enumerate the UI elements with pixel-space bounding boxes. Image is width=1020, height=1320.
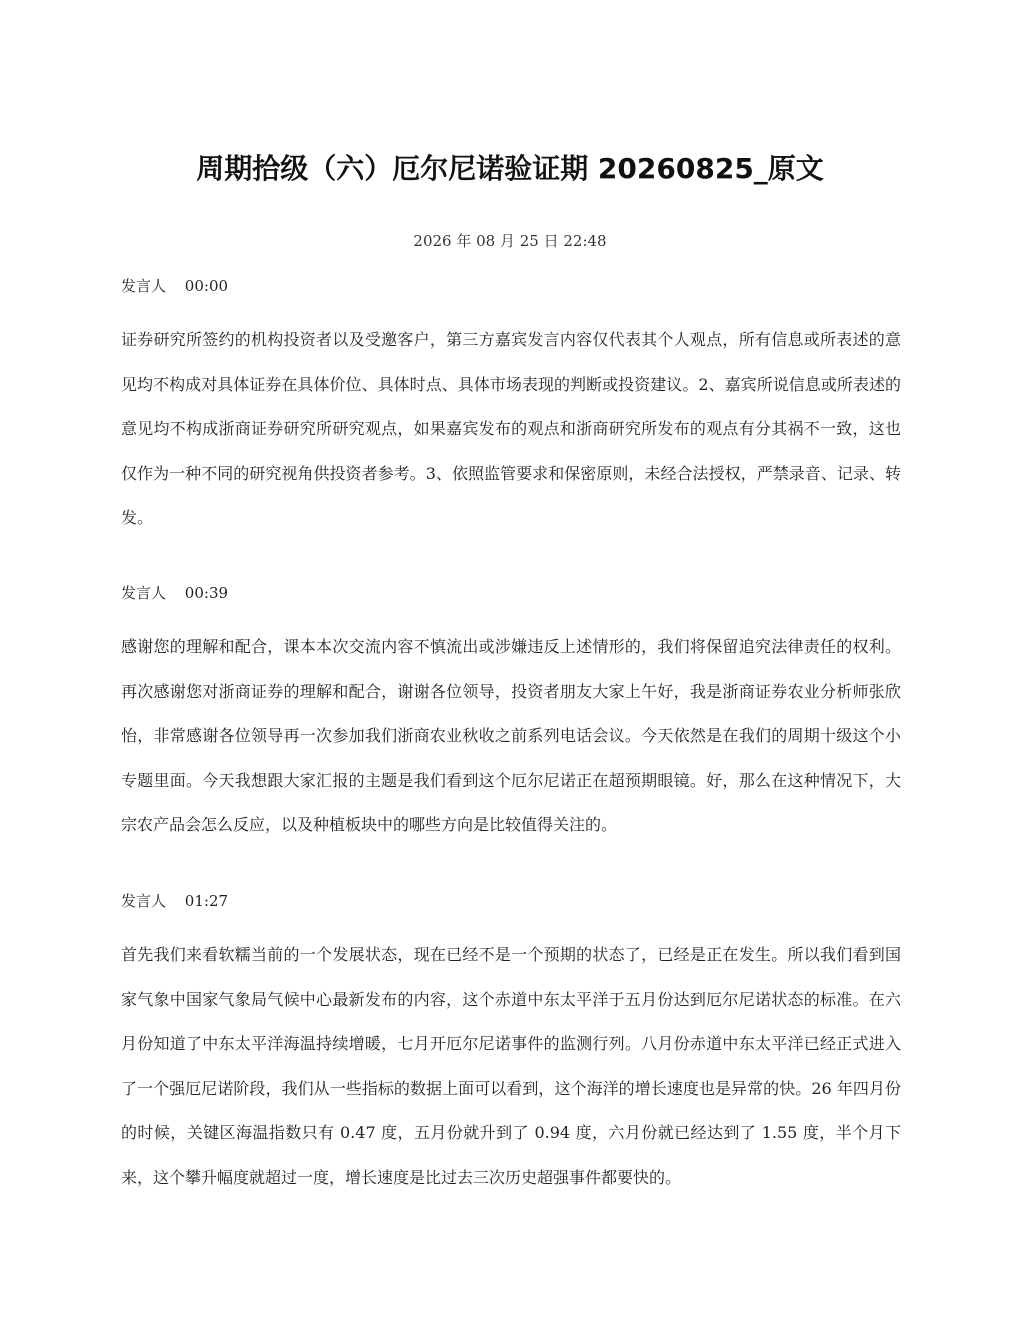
document-datetime: 2026 年 08 月 25 日 22:48 (413, 232, 607, 250)
speaker-timestamp: 01:27 (184, 892, 229, 910)
transcript-entry (121, 274, 901, 541)
speaker-name: 发言人 (121, 277, 167, 295)
transcript-paragraph: 证券研究所签约的机构投资者以及受邀客户，第三方嘉宾发言内容仅代表其个人观点，所有信息或所表述的意见均不构成对具体证券在具体价位、具体时点、具体市场表现的判断或投资建议。2、嘉宾所说信息或所表述的意见均不构成浙商证券研究所研究观点，如果嘉宾发布的观点和浙商研究所发布的观点有分其祸不一致，这也仅作为一种不同的研究视角供投资者参考。3、依照监管要求和保密原则，未经合法授权，严禁录音、记录、转发。 (121, 330, 901, 527)
speaker-name: 发言人 (121, 584, 167, 602)
speaker-line (121, 889, 901, 913)
speaker-timestamp: 00:00 (184, 277, 229, 295)
transcript-entry (121, 581, 901, 848)
transcript-paragraph: 首先我们来看软糯当前的一个发展状态，现在已经不是一个预期的状态了，已经是正在发生。所以我们看到国家气象中国家气象局气候中心最新发布的内容，这个赤道中东太平洋于五月份达到厄尔尼诺状态的标准。在六月份知道了中东太平洋海温持续增暖，七月开厄尔尼诺事件的监测行列。八月份赤道中东太平洋已经正式进入了一个强厄尼诺阶段，我们从一些指标的数据上面可以看到，这个海洋的增长速度也是异常的快。26 年四月份的时候，关键区海温指数只有 0.47 度，五月份就升到了 0.94 度，六月份就已经达到了 1.55 度，半个月下来，这个攀升幅度就超过一度，增长速度是比过去三次历史超强事件都要快的。 (121, 945, 901, 1187)
speaker-timestamp: 00:39 (184, 584, 229, 602)
speaker-line (121, 274, 901, 298)
transcript-paragraph: 感谢您的理解和配合，课本本次交流内容不慎流出或涉嫌违反上述情形的，我们将保留追究法律责任的权利。再次感谢您对浙商证券的理解和配合，谢谢各位领导，投资者朋友大家上午好，我是浙商证券农业分析师张欣怡，非常感谢各位领导再一次参加我们浙商农业秋收之前系列电话会议。今天依然是在我们的周期十级这个小专题里面。今天我想跟大家汇报的主题是我们看到这个厄尔尼诺正在超预期眼镜。好，那么在这种情况下，大宗农产品会怎么反应，以及种植板块中的哪些方向是比较值得关注的。 (121, 637, 901, 834)
transcript-entry (121, 889, 901, 1200)
document-title: 周期拾级（六）厄尔尼诺验证期 20260825_原文 (196, 152, 824, 185)
speaker-name: 发言人 (121, 892, 167, 910)
speaker-line (121, 581, 901, 605)
